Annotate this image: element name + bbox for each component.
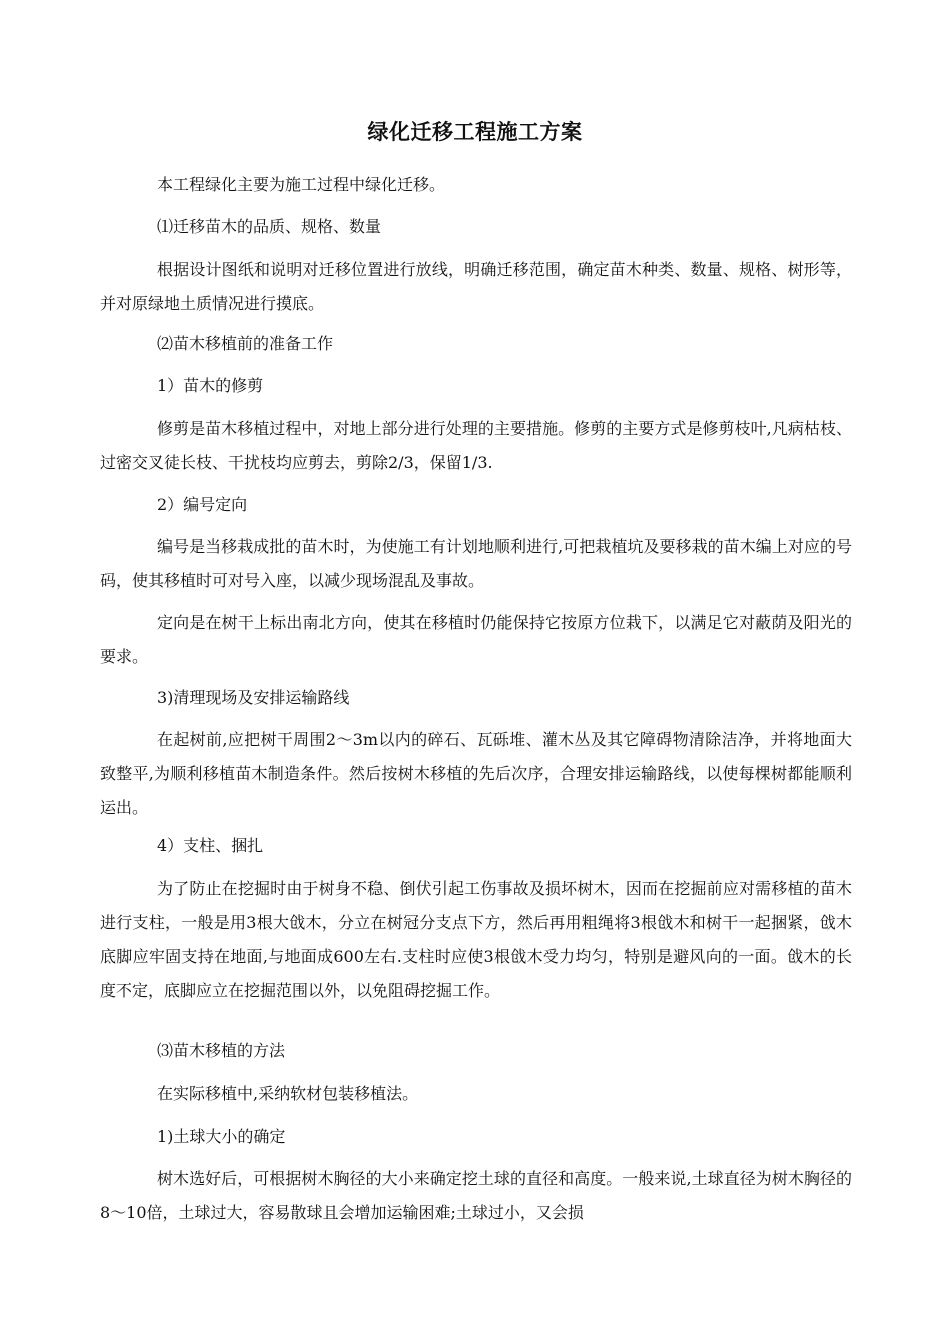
document-title: 绿化迁移工程施工方案	[367, 120, 583, 144]
subheading-site-clearing: 3)清理现场及安排运输路线	[157, 688, 350, 707]
paragraph-soil-ball: 树木选好后，可根据树木胸径的大小来确定挖土球的直径和高度。一般来说,土球直径为树木胸径的8～10倍，土球过大，容易散球且会增加运输困难;土球过小，又会损	[100, 1169, 852, 1222]
paragraph-pruning: 修剪是苗木移植过程中，对地上部分进行处理的主要措施。修剪的主要方式是修剪枝叶,凡病枯枝、过密交叉徒长枝、干扰枝均应剪去，剪除2/3，保留1/3.	[100, 419, 852, 472]
paragraph-numbering: 编号是当移栽成批的苗木时，为使施工有计划地顺利进行,可把栽植坑及要移栽的苗木编上对应的号码，使其移植时可对号入座，以减少现场混乱及事故。	[100, 537, 852, 590]
paragraph-method: 在实际移植中,采纳软材包装移植法。	[157, 1084, 419, 1103]
paragraph-bracing: 为了防止在挖掘时由于树身不稳、倒伏引起工伤事故及损坏树木，因而在挖掘前应对需移植的苗木进行支柱，一般是用3根大戗木，分立在树冠分支点下方，然后再用粗绳将3根戗木和树干一起捆紧，戗木底脚应牢固支持在地面,与地面成600左右.支柱时应使3根戗木受力均匀，特别是避风向的一面。戗木的长度不定，底脚应立在挖掘范围以外，以免阻碍挖掘工作。	[100, 879, 852, 1000]
subheading-pruning: 1）苗木的修剪	[157, 376, 264, 395]
paragraph-survey: 根据设计图纸和说明对迁移位置进行放线，明确迁移范围，确定苗木种类、数量、规格、树形等，并对原绿地土质情况进行摸底。	[100, 260, 852, 313]
subheading-bracing: 4）支柱、捆扎	[157, 836, 264, 855]
heading-section-2: ⑵苗木移植前的准备工作	[157, 334, 334, 353]
subheading-soil-ball: 1)土球大小的确定	[157, 1127, 286, 1146]
subheading-numbering: 2）编号定向	[157, 495, 248, 514]
paragraph-orientation: 定向是在树干上标出南北方向，使其在移植时仍能保持它按原方位栽下，以满足它对蔽荫及阳光的要求。	[100, 613, 852, 666]
paragraph-site-clearing: 在起树前,应把树干周围2～3m以内的碎石、瓦砾堆、灌木丛及其它障碍物清除洁净，并将地面大致整平,为顺利移植苗木制造条件。然后按树木移植的先后次序，合理安排运输路线，以使每棵树都能顺利运出。	[100, 730, 852, 817]
heading-section-1: ⑴迁移苗木的品质、规格、数量	[157, 217, 382, 236]
heading-section-3: ⑶苗木移植的方法	[157, 1041, 286, 1060]
paragraph-intro: 本工程绿化主要为施工过程中绿化迁移。	[157, 175, 446, 194]
